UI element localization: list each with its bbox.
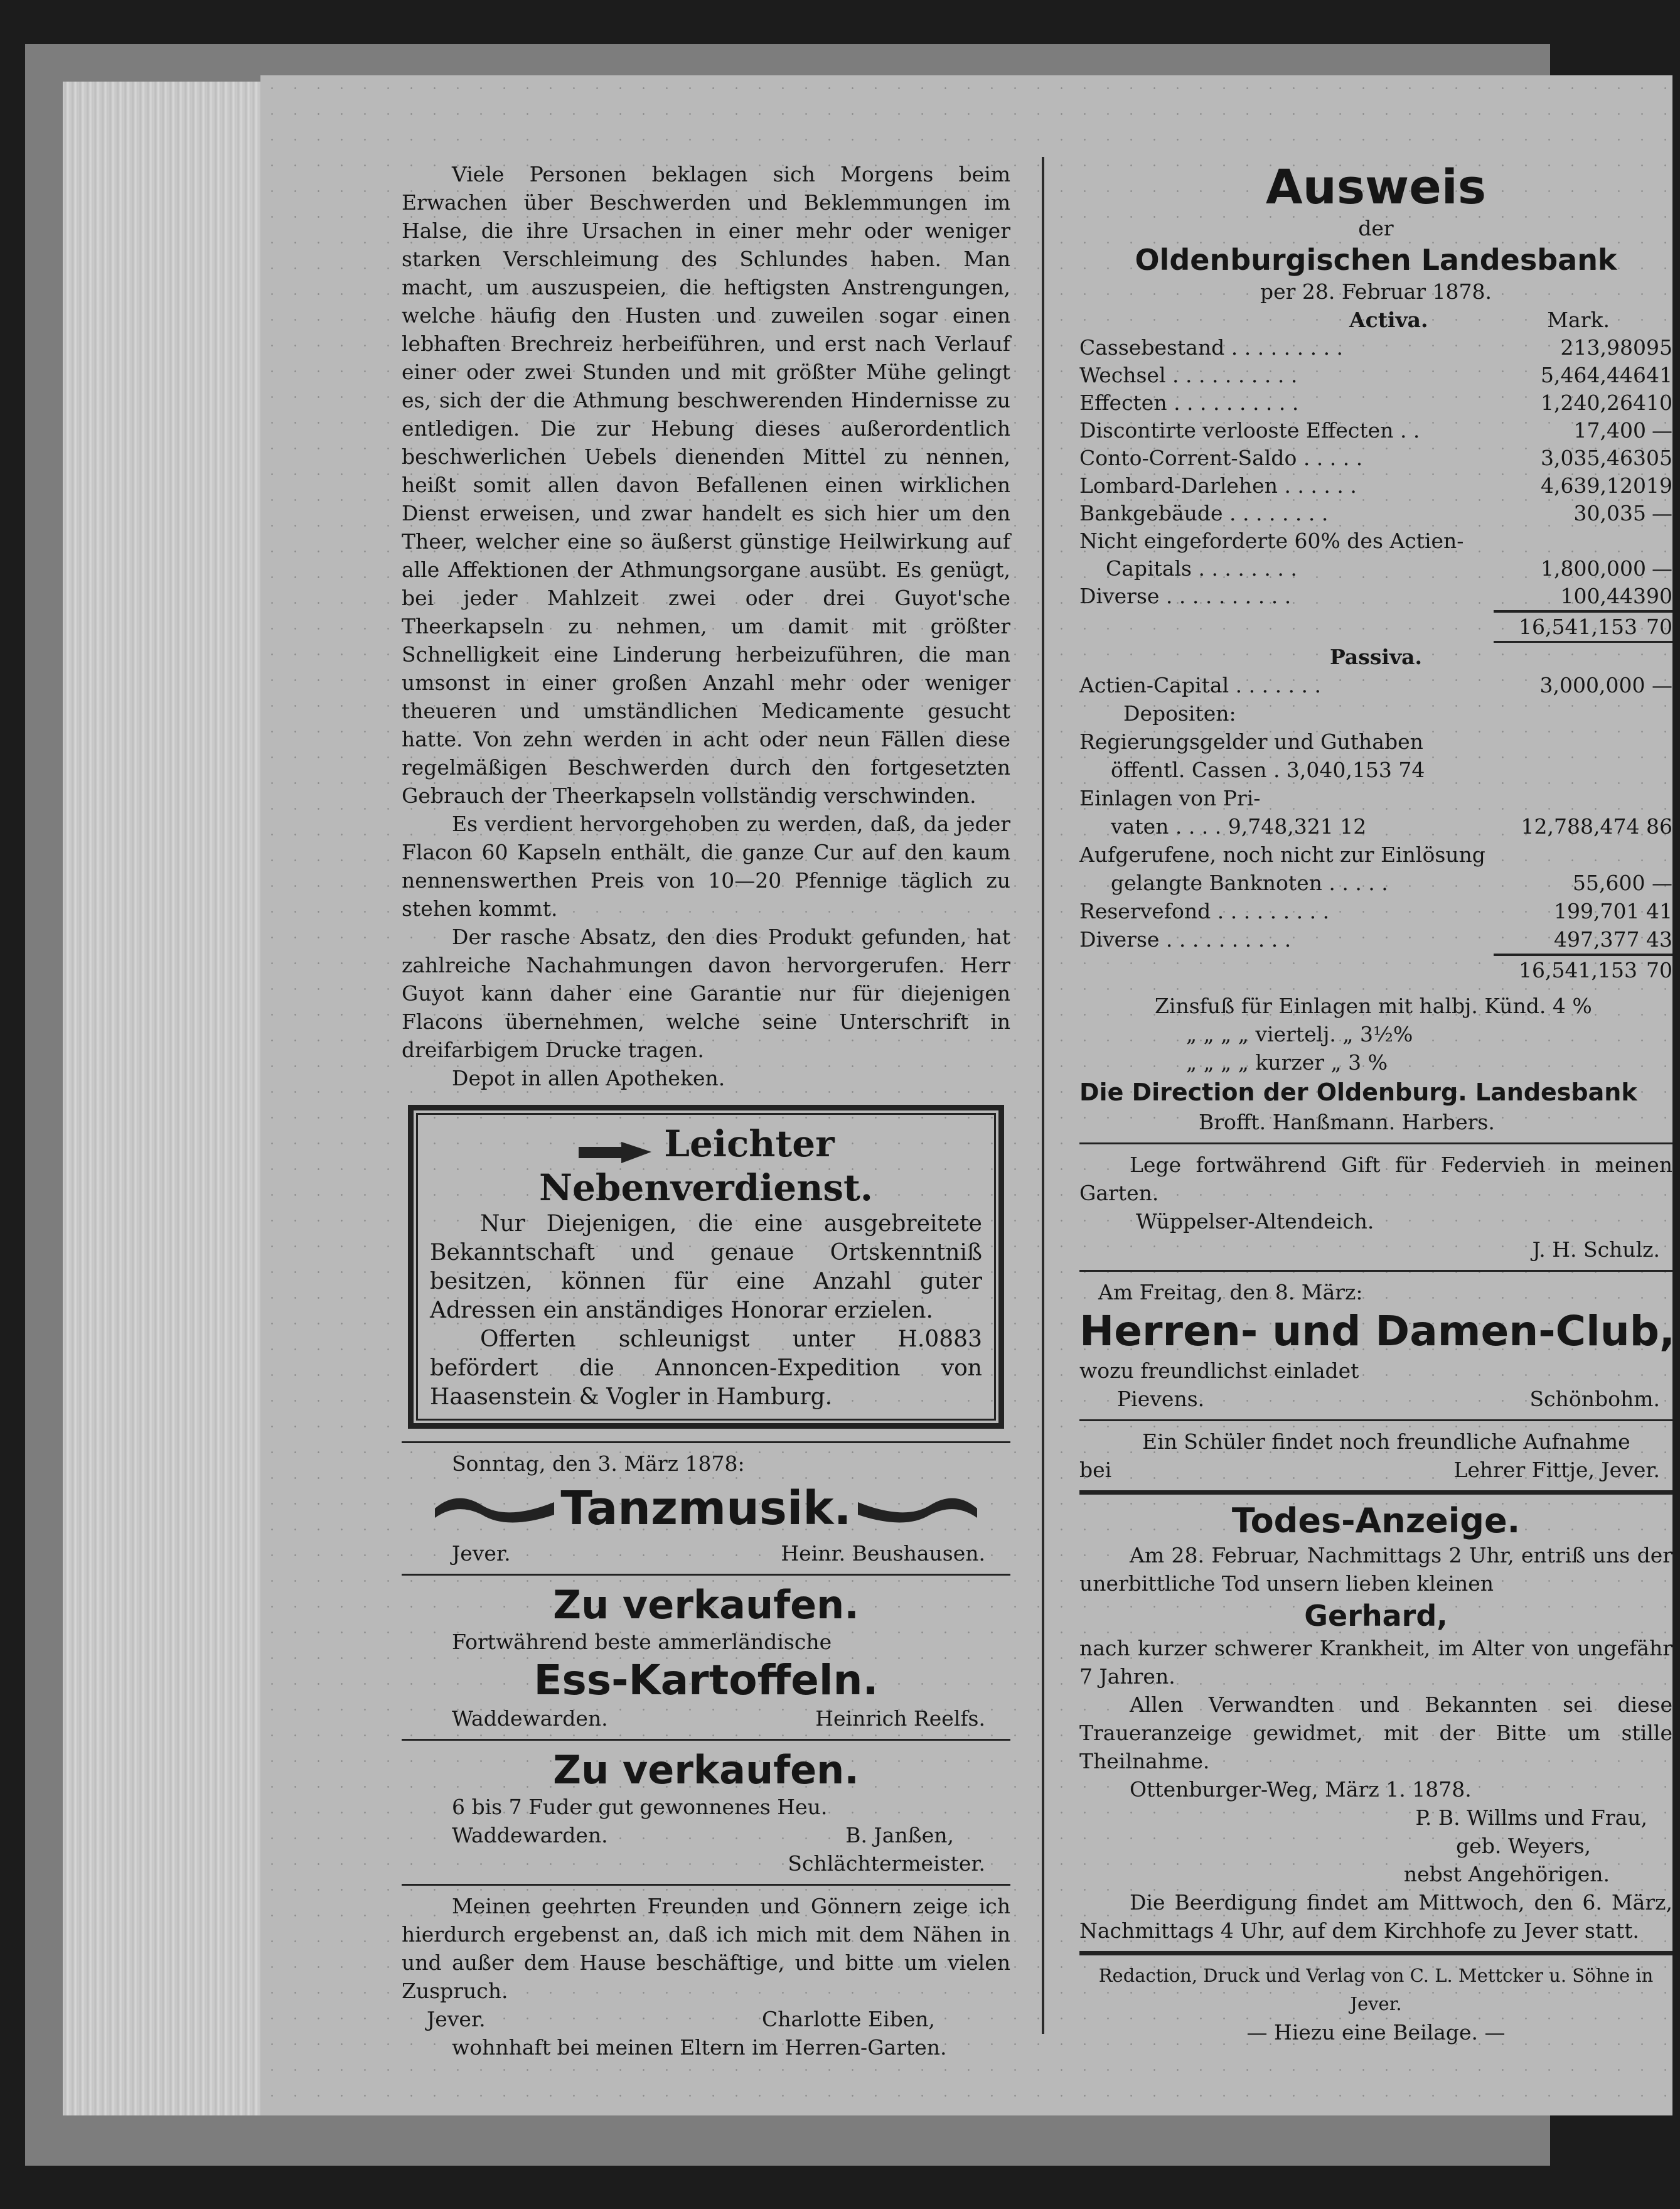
sewing-place: Jever. bbox=[427, 2007, 486, 2031]
sale1-seller: Heinrich Reelfs. bbox=[815, 1706, 985, 1731]
club-title: Herren- und Damen-Club, bbox=[1079, 1307, 1676, 1355]
activa-row bbox=[1079, 444, 1672, 472]
activa-row-value: 1,800,000 bbox=[1541, 556, 1646, 581]
activa-row-cents: 10 bbox=[1646, 390, 1672, 415]
tar-capsules-article: Viele Personen beklagen sich Morgens beim Erwachen über Beschwerden und Beklemmungen im Halse, die ihre Ursachen in einer mehr oder weniger starken Verschleimung des Schlundes haben. Man macht, um auszuspeien, die heftigsten Anstrengungen, welche häufig den Husten und zuweilen sogar einen lebhaften Brechreiz herbeiführen, und erst nach Verlauf einer oder zwei Stunden und mit größter Mühe gelingt es, sich der die Athmung beschwerenden Hindernisse zu entledigen. Die zur Hebung dieses außerordentlich beschwerlichen Uebels dienenden Mittel zu nennen, heißt somit allen davon Befallenen einen wirklichen Dienst erweisen, und zwar handelt es sich hier um den Theer, welcher eine so äußerst günstige Heilwirkung auf alle Affektionen der Athmungsorgane ausübt. Es genügt, bei jeder Mahlzeit zwei oder drei Guyot'sche Theerkapseln zu nehmen, um damit mit größter Schnelligkeit eine Linderung herbeizuführen, die man umsonst in einer großen Anzahl mehr oder weniger theueren und umständlichen Medicamente gesucht hatte. Von zehn werden in acht oder neun Fällen diese regelmäßigen Beschwerden durch den fortgesetzten Gebrauch der Theerkapseln vollständig verschwinden. bbox=[402, 162, 1010, 808]
direction-title: Die Direction der Oldenburg. Landesbank bbox=[1079, 1078, 1637, 1106]
sale2-seller: B. Janßen, bbox=[845, 1823, 954, 1847]
activa-row-cents: 19 bbox=[1646, 473, 1672, 498]
activa-row-label: Nicht eingeforderte 60% des Actien- bbox=[1079, 529, 1464, 553]
activa-row-cents: — bbox=[1652, 501, 1672, 525]
pupil-notice: Ein Schüler findet noch freundliche Aufnahme bbox=[1142, 1429, 1630, 1454]
club-invite: wozu freundlichst einladet bbox=[1079, 1358, 1359, 1383]
left-column bbox=[402, 160, 1010, 2061]
activa-row-label: Discontirte verlooste Effecten . . bbox=[1079, 418, 1420, 443]
aufgerufene-cents: — bbox=[1652, 871, 1672, 895]
activa-row-cents: — bbox=[1652, 556, 1672, 581]
activa-row-value: 4,639,120 bbox=[1541, 473, 1646, 498]
activa-row-cents: 90 bbox=[1646, 584, 1672, 608]
rule bbox=[1079, 1490, 1672, 1495]
activa-row-value: 5,464,446 bbox=[1541, 363, 1646, 387]
side-income-ad bbox=[408, 1105, 1004, 1429]
rule bbox=[402, 1884, 1010, 1886]
pupil-teacher: Lehrer Fittje, Jever. bbox=[1453, 1458, 1660, 1482]
dance-place: Jever. bbox=[452, 1541, 511, 1566]
reservefond-cents: 41 bbox=[1646, 899, 1672, 923]
zinsfuss-2: „ „ „ „ viertelj. „ 3½% bbox=[1186, 1022, 1413, 1046]
activa-row-value: 213,980 bbox=[1560, 335, 1646, 360]
right-ornament-icon bbox=[855, 1486, 980, 1530]
activa-row-value: 30,035 bbox=[1573, 501, 1646, 525]
club-host: Schönbohm. bbox=[1529, 1387, 1660, 1411]
zinsfuss-1: Zinsfuß für Einlagen mit halbj. Künd. 4 % bbox=[1155, 994, 1592, 1018]
sale1-title: Zu verkaufen. bbox=[553, 1582, 859, 1628]
actien-capital-label: Actien-Capital . . . . . . . bbox=[1079, 673, 1322, 697]
dance-host: Heinr. Beushausen. bbox=[781, 1541, 985, 1566]
activa-row-cents: 95 bbox=[1646, 335, 1672, 360]
page-edges bbox=[63, 82, 264, 2115]
rule bbox=[1079, 1951, 1672, 1955]
activa-row-value: 1,240,264 bbox=[1541, 390, 1646, 415]
rule bbox=[402, 1739, 1010, 1741]
side-income-title: Leichter Nebenverdienst. bbox=[539, 1122, 873, 1209]
supplement-note: — Hiezu eine Beilage. — bbox=[1246, 2020, 1506, 2045]
activa-row bbox=[1079, 555, 1672, 583]
activa-row bbox=[1079, 334, 1672, 362]
diverse-passiva-cents: 43 bbox=[1646, 927, 1672, 952]
tar-capsules-imitations: Der rasche Absatz, den dies Produkt gefunden, hat zahlreiche Nachahmungen davon hervorgerufen. Herr Guyot kann daher eine Garantie nur für diejenigen Flacons übernehmen, welche seine Unterschrift in dreifarbigem Drucke tragen. bbox=[402, 925, 1010, 1062]
activa-row bbox=[1079, 472, 1672, 500]
activa-row-label: Conto-Corrent-Saldo . . . . . bbox=[1079, 446, 1363, 470]
death-notice-nebst: nebst Angehörigen. bbox=[1403, 1862, 1610, 1886]
activa-row-cents bbox=[1646, 527, 1672, 555]
rule bbox=[1079, 1419, 1672, 1421]
death-notice-text-2: nach kurzer schwerer Krankheit, im Alter von ungefähr 7 Jahren. bbox=[1079, 1636, 1672, 1689]
mark-heading: Mark. bbox=[1547, 308, 1610, 332]
rule bbox=[1079, 1270, 1672, 1272]
passiva-total-cents: 70 bbox=[1646, 958, 1672, 982]
rule bbox=[1079, 1142, 1672, 1144]
activa-row-label: Effecten . . . . . . . . . . bbox=[1079, 390, 1299, 415]
einlagen-2: vaten . . . . 9,748,321 12 bbox=[1111, 814, 1367, 839]
death-notice-place: Ottenburger-Weg, März 1. 1878. bbox=[1130, 1777, 1472, 1802]
column-divider bbox=[1042, 157, 1044, 2034]
activa-row-label: Capitals . . . . . . . . bbox=[1079, 556, 1297, 581]
left-ornament-icon bbox=[432, 1486, 557, 1530]
death-notice-geb: geb. Weyers, bbox=[1456, 1834, 1591, 1858]
aufgerufene-2: gelangte Banknoten . . . . . bbox=[1111, 871, 1388, 895]
regierungsgelder-2: öffentl. Cassen . 3,040,153 74 bbox=[1111, 758, 1425, 782]
dance-date: Sonntag, den 3. März 1878: bbox=[452, 1451, 745, 1476]
tar-capsules-depot: Depot in allen Apotheken. bbox=[452, 1066, 725, 1090]
passiva-total: 16,541,153 bbox=[1519, 958, 1637, 982]
directors: Brofft. Hanßmann. Harbers. bbox=[1199, 1110, 1495, 1134]
activa-row-value: 3,035,463 bbox=[1541, 446, 1646, 470]
ausweis-date: per 28. Februar 1878. bbox=[1260, 279, 1492, 304]
club-place: Pievens. bbox=[1117, 1387, 1205, 1411]
passiva-heading: Passiva. bbox=[1329, 645, 1423, 669]
activa-row-label: Bankgebäude . . . . . . . . bbox=[1079, 501, 1329, 525]
activa-row-cents: 41 bbox=[1646, 363, 1672, 387]
bank-name: Oldenburgischen Landesbank bbox=[1135, 243, 1617, 277]
dance-title: Tanzmusik. bbox=[560, 1481, 852, 1535]
actien-capital-cents: — bbox=[1652, 673, 1672, 697]
deposit-total: 12,788,474 bbox=[1521, 814, 1640, 839]
death-notice-funeral: Die Beerdigung findet am Mittwoch, den 6. März, Nachmittags 4 Uhr, auf dem Kirchhofe zu Jever statt. bbox=[1079, 1890, 1672, 1943]
einlagen-1: Einlagen von Pri- bbox=[1079, 786, 1261, 810]
activa-row-label: Wechsel . . . . . . . . . . bbox=[1079, 363, 1298, 387]
deposit-total-cents: 86 bbox=[1646, 814, 1672, 839]
sale2-title: Zu verkaufen. bbox=[553, 1747, 859, 1793]
rule bbox=[402, 1574, 1010, 1576]
sale2-line: 6 bis 7 Fuder gut gewonnenes Heu. bbox=[452, 1795, 828, 1819]
rule bbox=[402, 1441, 1010, 1443]
right-column bbox=[1079, 159, 1676, 2046]
sale2-place: Waddewarden. bbox=[452, 1823, 608, 1847]
pupil-bei: bei bbox=[1079, 1458, 1112, 1482]
activa-row-label: Cassebestand . . . . . . . . . bbox=[1079, 335, 1344, 360]
activa-row bbox=[1079, 417, 1672, 444]
depositen-label: Depositen: bbox=[1123, 701, 1236, 726]
club-date: Am Freitag, den 8. März: bbox=[1098, 1280, 1363, 1304]
poison-notice: Lege fortwährend Gift für Federvieh in meinen Garten. bbox=[1079, 1153, 1672, 1205]
activa-row-value: 17,400 bbox=[1573, 418, 1646, 443]
activa-total-cents: 70 bbox=[1646, 615, 1672, 639]
aufgerufene-value: 55,600 bbox=[1573, 871, 1645, 895]
ausweis-der: der bbox=[1358, 216, 1394, 240]
sale1-line: Fortwährend beste ammerländische bbox=[452, 1630, 832, 1654]
activa-row-label: Lombard-Darlehen . . . . . . bbox=[1079, 473, 1357, 498]
death-notice-family: P. B. Willms und Frau, bbox=[1415, 1805, 1647, 1830]
poison-name: J. H. Schulz. bbox=[1532, 1237, 1660, 1262]
sale2-job: Schlächtermeister. bbox=[788, 1851, 985, 1876]
sewing-notice: Meinen geehrten Freunden und Gönnern zeige ich hierdurch ergebenst an, daß ich mich mit dem Nähen in und außer dem Hause beschäftige, und bitte um vielen Zuspruch. bbox=[402, 1894, 1010, 2003]
tar-capsules-price: Es verdient hervorgehoben zu werden, daß, da jeder Flacon 60 Kapseln enthält, die ganze Cur auf den kaum nennenswerthen Preis von 10—20 Pfennige täglich zu stehen kommt. bbox=[402, 812, 1010, 921]
actien-capital-value: 3,000,000 bbox=[1539, 673, 1645, 697]
death-notice-text-1: Am 28. Februar, Nachmittags 2 Uhr, entriß uns der unerbittliche Tod unsern lieben kleinen bbox=[1079, 1543, 1672, 1596]
reservefond-label: Reservefond . . . . . . . . . bbox=[1079, 899, 1330, 923]
ausweis-title: Ausweis bbox=[1265, 159, 1487, 215]
activa-row-cents: — bbox=[1652, 418, 1672, 443]
activa-row bbox=[1079, 527, 1672, 555]
diverse-passiva-value: 497,377 bbox=[1554, 927, 1640, 952]
imprint: Redaction, Druck und Verlag von C. L. Mettcker u. Söhne in Jever. bbox=[1098, 1965, 1654, 2014]
sewing-address: wohnhaft bei meinen Eltern im Herren-Garten. bbox=[452, 2035, 947, 2060]
sewing-name: Charlotte Eiben, bbox=[762, 2007, 935, 2031]
activa-row-value bbox=[1524, 527, 1646, 555]
activa-total: 16,541,153 bbox=[1519, 615, 1637, 639]
poison-place: Wüppelser-Altendeich. bbox=[1136, 1209, 1374, 1233]
activa-table bbox=[1079, 334, 1672, 610]
activa-row-cents: 05 bbox=[1646, 446, 1672, 470]
activa-row-label: Diverse . . . . . . . . . . bbox=[1079, 584, 1292, 608]
activa-row bbox=[1079, 583, 1672, 610]
activa-row-value: 100,443 bbox=[1560, 584, 1646, 608]
diverse-passiva-label: Diverse . . . . . . . . . . bbox=[1079, 927, 1292, 952]
pointing-hand-icon bbox=[577, 1132, 653, 1161]
aufgerufene-1: Aufgerufene, noch nicht zur Einlösung bbox=[1079, 842, 1485, 867]
activa-heading: Activa. bbox=[1349, 308, 1428, 332]
sale1-place: Waddewarden. bbox=[452, 1706, 608, 1731]
activa-row bbox=[1079, 500, 1672, 527]
reservefond-value: 199,701 bbox=[1554, 899, 1640, 923]
death-notice-text-3: Allen Verwandten und Bekannten sei diese Traueranzeige gewidmet, mit der Bitte um stille Theilnahme. bbox=[1079, 1692, 1672, 1773]
regierungsgelder-1: Regierungsgelder und Guthaben bbox=[1079, 729, 1423, 754]
sale1-item: Ess-Kartoffeln. bbox=[533, 1656, 879, 1704]
activa-row bbox=[1079, 362, 1672, 389]
zinsfuss-3: „ „ „ „ kurzer „ 3 % bbox=[1186, 1050, 1388, 1075]
activa-row bbox=[1079, 389, 1672, 417]
side-income-offer: Offerten schleunigst unter H.0883 befördert die Annoncen-Expedition von Haasenstein & Vogler in Hamburg. bbox=[430, 1326, 982, 1410]
death-notice-name: Gerhard, bbox=[1304, 1599, 1448, 1633]
side-income-body: Nur Diejenigen, die eine ausgebreitete Bekanntschaft und genaue Ortskenntniß besitzen, können für eine Anzahl guter Adressen ein anständiges Honorar erzielen. bbox=[430, 1211, 982, 1323]
death-notice-title: Todes-Anzeige. bbox=[1231, 1501, 1521, 1540]
